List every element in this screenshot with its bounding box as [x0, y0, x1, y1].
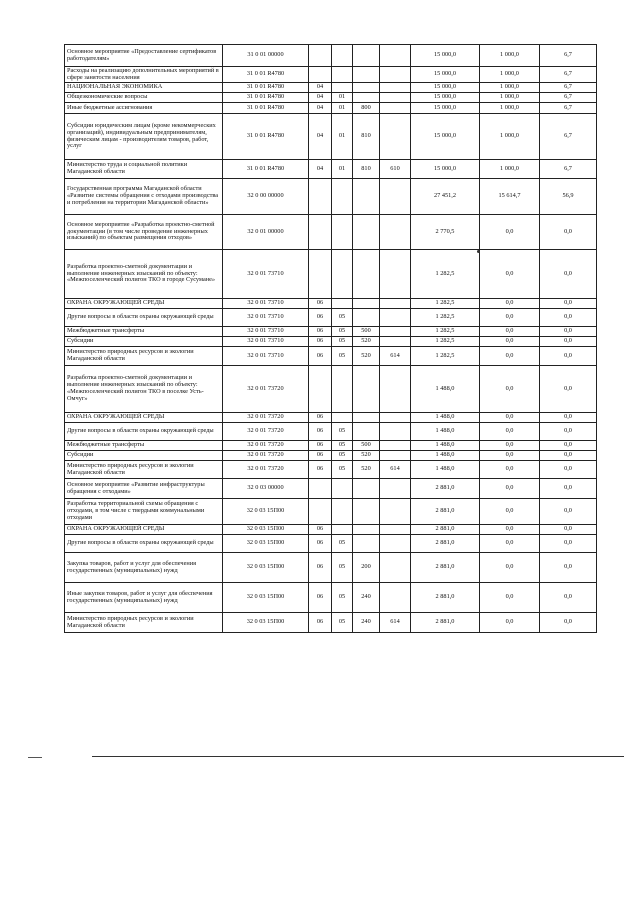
cell-target-article: 32 0 01 73720	[223, 441, 309, 451]
table-row	[65, 583, 597, 613]
cell-section: 04	[309, 93, 332, 103]
cell-executed-amount: 0,0	[480, 553, 540, 583]
cell-executed-amount: 0,0	[480, 423, 540, 441]
table-row	[65, 441, 597, 451]
cell-subsection	[332, 215, 353, 250]
cell-section	[309, 479, 332, 499]
cell-target-article: 32 0 01 73720	[223, 413, 309, 423]
cell-subsection: 01	[332, 114, 353, 160]
cell-expense-type: 200	[353, 553, 380, 583]
cell-administrator	[380, 179, 411, 215]
cell-subsection: 05	[332, 347, 353, 366]
cell-subsection	[332, 366, 353, 413]
cell-name: Основное мероприятие «Разработка проектно-сметной документации (в том числе проведение инженерных изысканий) по объектам размещения отходов»	[65, 215, 223, 250]
cell-expense-type: 240	[353, 583, 380, 613]
cell-planned-amount: 1 282,5	[411, 299, 480, 309]
cell-execution-percent: 56,9	[540, 179, 597, 215]
cell-target-article: 31 0 01 00000	[223, 45, 309, 67]
table-body	[65, 45, 597, 633]
table-row	[65, 93, 597, 103]
cell-execution-percent: 0,0	[540, 423, 597, 441]
cell-executed-amount: 0,0	[480, 451, 540, 461]
cell-subsection: 05	[332, 451, 353, 461]
cell-planned-amount: 15 000,0	[411, 103, 480, 114]
cell-execution-percent: 0,0	[540, 525, 597, 535]
table-row	[65, 114, 597, 160]
cell-planned-amount: 1 282,5	[411, 337, 480, 347]
cell-planned-amount: 1 488,0	[411, 461, 480, 479]
cell-expense-type	[353, 499, 380, 525]
cell-expense-type	[353, 299, 380, 309]
cell-executed-amount: 0,0	[480, 299, 540, 309]
cell-name: Разработка проектно-сметной документации и выполнение инженерных изысканий по объекту: «Межпоселенческий полигон ТКО в поселке Усть-Омчуг»	[65, 366, 223, 413]
cell-executed-amount: 0,0	[480, 413, 540, 423]
cell-name: Государственная программа Магаданской области «Развитие системы обращения с отходами производства и потребления на территории Магаданской области»	[65, 179, 223, 215]
cell-target-article: 32 0 03 15П00	[223, 535, 309, 553]
cell-executed-amount: 0,0	[480, 535, 540, 553]
cell-executed-amount: 1 000,0	[480, 93, 540, 103]
cell-planned-amount: 15 000,0	[411, 93, 480, 103]
cell-name: НАЦИОНАЛЬНАЯ ЭКОНОМИКА	[65, 83, 223, 93]
cell-name: Субсидии юридическим лицам (кроме некоммерческих организаций), индивидуальным предпринимателям, физическим лицам - производителям товаров, работ, услуг	[65, 114, 223, 160]
cell-expense-type: 520	[353, 337, 380, 347]
cell-target-article: 32 0 01 73710	[223, 327, 309, 337]
cell-subsection	[332, 413, 353, 423]
cell-name: Министерство природных ресурсов и экологии Магаданской области	[65, 347, 223, 366]
cell-name: Другие вопросы в области охраны окружающей среды	[65, 309, 223, 327]
cell-name: Общеэкономические вопросы	[65, 93, 223, 103]
table-row	[65, 215, 597, 250]
cell-executed-amount: 0,0	[480, 347, 540, 366]
cell-expense-type: 520	[353, 347, 380, 366]
cell-executed-amount: 0,0	[480, 337, 540, 347]
cell-administrator	[380, 215, 411, 250]
table-row	[65, 179, 597, 215]
cell-section	[309, 250, 332, 299]
cell-expense-type	[353, 525, 380, 535]
cell-target-article: 31 0 01 R4780	[223, 67, 309, 83]
cell-subsection: 01	[332, 93, 353, 103]
cell-execution-percent: 0,0	[540, 413, 597, 423]
table-row	[65, 553, 597, 583]
cell-target-article: 32 0 01 73720	[223, 423, 309, 441]
cell-expense-type	[353, 366, 380, 413]
cell-executed-amount: 0,0	[480, 613, 540, 633]
cell-administrator	[380, 67, 411, 83]
table-row	[65, 83, 597, 93]
cell-administrator	[380, 525, 411, 535]
cell-name: Разработка территориальной схемы обращения с отходами, в том числе с твердыми коммунальными отходами	[65, 499, 223, 525]
cell-name: ОХРАНА ОКРУЖАЮЩЕЙ СРЕДЫ	[65, 299, 223, 309]
table-row	[65, 337, 597, 347]
cell-planned-amount: 1 282,5	[411, 347, 480, 366]
cell-section: 06	[309, 441, 332, 451]
table-row	[65, 423, 597, 441]
cell-name: Основное мероприятие «Развитие инфраструктуры обращения с отходами»	[65, 479, 223, 499]
cell-planned-amount: 15 000,0	[411, 67, 480, 83]
cell-subsection	[332, 299, 353, 309]
cell-administrator	[380, 553, 411, 583]
cell-expense-type	[353, 179, 380, 215]
cell-execution-percent: 0,0	[540, 583, 597, 613]
cell-target-article: 32 0 01 73710	[223, 347, 309, 366]
cell-name: Иные закупки товаров, работ и услуг для обеспечения государственных (муниципальных) нужд	[65, 583, 223, 613]
cell-section	[309, 215, 332, 250]
cell-planned-amount: 2 881,0	[411, 535, 480, 553]
cell-subsection	[332, 45, 353, 67]
cell-target-article: 31 0 01 R4780	[223, 114, 309, 160]
cell-planned-amount: 1 488,0	[411, 423, 480, 441]
table-row	[65, 413, 597, 423]
cell-section: 06	[309, 337, 332, 347]
cell-planned-amount: 1 488,0	[411, 441, 480, 451]
cell-execution-percent: 0,0	[540, 366, 597, 413]
table-row	[65, 327, 597, 337]
cell-execution-percent: 0,0	[540, 299, 597, 309]
cell-administrator	[380, 45, 411, 67]
cell-execution-percent: 6,7	[540, 160, 597, 179]
budget-table	[64, 44, 597, 633]
cell-subsection: 05	[332, 423, 353, 441]
cell-executed-amount: 0,0	[480, 461, 540, 479]
cell-target-article: 32 0 01 73710	[223, 337, 309, 347]
cell-executed-amount: 1 000,0	[480, 114, 540, 160]
cell-target-article: 32 0 03 15П00	[223, 613, 309, 633]
cell-section: 06	[309, 309, 332, 327]
table-row	[65, 461, 597, 479]
cell-section	[309, 499, 332, 525]
cell-planned-amount: 27 451,2	[411, 179, 480, 215]
cell-name: Разработка проектно-сметной документации и выполнение инженерных изысканий по объекту: «Межпоселенческий полигон ТКО в городе Сусумане»	[65, 250, 223, 299]
cell-administrator	[380, 366, 411, 413]
cell-administrator	[380, 299, 411, 309]
cell-executed-amount: 15 614,7	[480, 179, 540, 215]
cell-section	[309, 67, 332, 83]
cell-expense-type: 810	[353, 160, 380, 179]
cell-target-article: 31 0 01 R4780	[223, 83, 309, 93]
cell-subsection	[332, 479, 353, 499]
cell-expense-type	[353, 45, 380, 67]
cell-section	[309, 366, 332, 413]
cell-section: 06	[309, 525, 332, 535]
cell-expense-type	[353, 309, 380, 327]
cell-execution-percent: 0,0	[540, 461, 597, 479]
cell-execution-percent: 0,0	[540, 535, 597, 553]
cell-section: 06	[309, 535, 332, 553]
cell-execution-percent: 0,0	[540, 327, 597, 337]
cell-section: 04	[309, 114, 332, 160]
cell-target-article: 32 0 01 73720	[223, 461, 309, 479]
table-row	[65, 535, 597, 553]
cell-name: Расходы на реализацию дополнительных мероприятий в сфере занятости населения	[65, 67, 223, 83]
cell-section: 06	[309, 413, 332, 423]
cell-subsection: 01	[332, 160, 353, 179]
cell-expense-type	[353, 423, 380, 441]
table-row	[65, 45, 597, 67]
cell-executed-amount: 0,0	[480, 327, 540, 337]
cell-subsection: 05	[332, 327, 353, 337]
cell-subsection: 05	[332, 583, 353, 613]
cell-administrator	[380, 423, 411, 441]
table-row	[65, 499, 597, 525]
cell-section	[309, 179, 332, 215]
cell-administrator	[380, 93, 411, 103]
cell-subsection: 05	[332, 461, 353, 479]
cell-planned-amount: 15 000,0	[411, 160, 480, 179]
table-row	[65, 366, 597, 413]
cell-executed-amount: 0,0	[480, 499, 540, 525]
table-row	[65, 309, 597, 327]
cell-planned-amount: 1 488,0	[411, 413, 480, 423]
cell-section: 06	[309, 347, 332, 366]
table-row	[65, 613, 597, 633]
cell-target-article: 32 0 03 00000	[223, 479, 309, 499]
cell-administrator	[380, 103, 411, 114]
cell-administrator: 614	[380, 613, 411, 633]
cell-section: 06	[309, 553, 332, 583]
cell-administrator	[380, 451, 411, 461]
cell-execution-percent: 0,0	[540, 613, 597, 633]
cell-planned-amount: 2 881,0	[411, 525, 480, 535]
cell-execution-percent: 0,0	[540, 553, 597, 583]
cell-execution-percent: 0,0	[540, 337, 597, 347]
cell-target-article: 32 0 01 73710	[223, 309, 309, 327]
table-row	[65, 160, 597, 179]
cell-administrator	[380, 583, 411, 613]
cell-administrator	[380, 499, 411, 525]
cell-administrator: 614	[380, 461, 411, 479]
cell-planned-amount: 2 881,0	[411, 613, 480, 633]
cell-expense-type	[353, 535, 380, 553]
cell-execution-percent: 0,0	[540, 451, 597, 461]
cell-subsection: 05	[332, 553, 353, 583]
cell-section: 04	[309, 83, 332, 93]
cell-planned-amount: 15 000,0	[411, 83, 480, 93]
cell-expense-type	[353, 67, 380, 83]
cell-subsection	[332, 83, 353, 93]
cell-administrator: 610	[380, 160, 411, 179]
cell-section: 06	[309, 423, 332, 441]
cell-name: Иные бюджетные ассигнования	[65, 103, 223, 114]
cell-executed-amount: 1 000,0	[480, 83, 540, 93]
cell-executed-amount: 1 000,0	[480, 103, 540, 114]
table-row	[65, 347, 597, 366]
cell-administrator	[380, 413, 411, 423]
cell-target-article: 32 0 01 00000	[223, 215, 309, 250]
cell-planned-amount: 1 488,0	[411, 451, 480, 461]
cell-administrator	[380, 479, 411, 499]
cell-executed-amount: 0,0	[480, 441, 540, 451]
cell-section: 04	[309, 103, 332, 114]
cell-name: Другие вопросы в области охраны окружающей среды	[65, 535, 223, 553]
footer-rule	[92, 756, 624, 757]
cell-name: Межбюджетные трансферты	[65, 327, 223, 337]
cell-planned-amount: 2 770,5	[411, 215, 480, 250]
cell-executed-amount: 0,0	[480, 525, 540, 535]
cell-name: Закупка товаров, работ и услуг для обеспечения государственных (муниципальных) нужд	[65, 553, 223, 583]
cell-subsection: 05	[332, 309, 353, 327]
cell-target-article: 32 0 03 15П00	[223, 583, 309, 613]
cell-name: Субсидии	[65, 451, 223, 461]
cell-expense-type: 520	[353, 461, 380, 479]
cell-planned-amount: 15 000,0	[411, 114, 480, 160]
cell-subsection	[332, 250, 353, 299]
cell-expense-type	[353, 250, 380, 299]
cell-planned-amount: 2 881,0	[411, 553, 480, 583]
cell-section: 06	[309, 613, 332, 633]
cell-planned-amount: 2 881,0	[411, 479, 480, 499]
cell-execution-percent: 6,7	[540, 114, 597, 160]
cell-executed-amount: 0,0	[480, 250, 540, 299]
cell-administrator	[380, 337, 411, 347]
table-row	[65, 250, 597, 299]
cell-name: Другие вопросы в области охраны окружающей среды	[65, 423, 223, 441]
cell-subsection	[332, 525, 353, 535]
cell-planned-amount: 2 881,0	[411, 499, 480, 525]
cell-execution-percent: 0,0	[540, 250, 597, 299]
cell-planned-amount: 1 282,5	[411, 327, 480, 337]
cell-target-article: 32 0 03 15П00	[223, 525, 309, 535]
cell-section: 06	[309, 461, 332, 479]
cell-name: ОХРАНА ОКРУЖАЮЩЕЙ СРЕДЫ	[65, 525, 223, 535]
cell-execution-percent: 6,7	[540, 45, 597, 67]
cell-expense-type	[353, 479, 380, 499]
cell-expense-type: 240	[353, 613, 380, 633]
table-row	[65, 299, 597, 309]
cell-target-article: 32 0 03 15П00	[223, 499, 309, 525]
cell-administrator	[380, 309, 411, 327]
cell-administrator	[380, 441, 411, 451]
cell-execution-percent: 0,0	[540, 347, 597, 366]
cell-section	[309, 45, 332, 67]
cell-planned-amount: 15 000,0	[411, 45, 480, 67]
cell-section: 06	[309, 583, 332, 613]
cell-subsection	[332, 67, 353, 83]
cell-target-article: 32 0 03 15П00	[223, 553, 309, 583]
cell-subsection: 05	[332, 441, 353, 451]
cell-executed-amount: 1 000,0	[480, 160, 540, 179]
cell-subsection: 05	[332, 613, 353, 633]
cell-administrator	[380, 83, 411, 93]
cell-target-article: 31 0 01 R4780	[223, 93, 309, 103]
cell-section: 06	[309, 451, 332, 461]
cell-executed-amount: 1 000,0	[480, 67, 540, 83]
table-row	[65, 479, 597, 499]
cell-expense-type: 810	[353, 114, 380, 160]
cell-administrator	[380, 250, 411, 299]
cell-section: 06	[309, 299, 332, 309]
table-row	[65, 67, 597, 83]
cell-execution-percent: 0,0	[540, 309, 597, 327]
cell-executed-amount: 0,0	[480, 309, 540, 327]
cell-expense-type	[353, 215, 380, 250]
cell-expense-type	[353, 83, 380, 93]
cell-administrator	[380, 535, 411, 553]
cell-name: Субсидии	[65, 337, 223, 347]
cell-section: 04	[309, 160, 332, 179]
cell-planned-amount: 1 282,5	[411, 309, 480, 327]
cell-name: Министерство природных ресурсов и экологии Магаданской области	[65, 613, 223, 633]
cell-execution-percent: 0,0	[540, 215, 597, 250]
cell-executed-amount: 1 000,0	[480, 45, 540, 67]
cell-execution-percent: 0,0	[540, 499, 597, 525]
cell-name: Министерство труда и социальной политики Магаданской области	[65, 160, 223, 179]
scan-speck	[477, 250, 480, 253]
cell-execution-percent: 6,7	[540, 83, 597, 93]
cell-execution-percent: 0,0	[540, 479, 597, 499]
cell-section: 06	[309, 327, 332, 337]
cell-target-article: 31 0 01 R4780	[223, 103, 309, 114]
cell-name: Межбюджетные трансферты	[65, 441, 223, 451]
cell-executed-amount: 0,0	[480, 583, 540, 613]
cell-expense-type	[353, 413, 380, 423]
cell-target-article: 31 0 01 R4780	[223, 160, 309, 179]
table-row	[65, 525, 597, 535]
cell-planned-amount: 1 282,5	[411, 250, 480, 299]
cell-execution-percent: 0,0	[540, 441, 597, 451]
cell-name: Министерство природных ресурсов и экологии Магаданской области	[65, 461, 223, 479]
cell-administrator	[380, 327, 411, 337]
cell-target-article: 32 0 01 73710	[223, 299, 309, 309]
cell-executed-amount: 0,0	[480, 215, 540, 250]
cell-execution-percent: 6,7	[540, 103, 597, 114]
table-row	[65, 103, 597, 114]
table-row	[65, 451, 597, 461]
cell-administrator: 614	[380, 347, 411, 366]
cell-executed-amount: 0,0	[480, 366, 540, 413]
cell-subsection: 01	[332, 103, 353, 114]
cell-execution-percent: 6,7	[540, 93, 597, 103]
cell-subsection: 05	[332, 535, 353, 553]
cell-target-article: 32 0 01 73720	[223, 366, 309, 413]
cell-target-article: 32 0 00 00000	[223, 179, 309, 215]
cell-expense-type: 500	[353, 327, 380, 337]
cell-target-article: 32 0 01 73710	[223, 250, 309, 299]
footer-dash	[28, 757, 42, 758]
cell-subsection: 05	[332, 337, 353, 347]
cell-planned-amount: 2 881,0	[411, 583, 480, 613]
cell-administrator	[380, 114, 411, 160]
cell-planned-amount: 1 488,0	[411, 366, 480, 413]
cell-name: Основное мероприятие «Предоставление сертификатов работодателям»	[65, 45, 223, 67]
cell-subsection	[332, 179, 353, 215]
cell-subsection	[332, 499, 353, 525]
cell-expense-type: 500	[353, 441, 380, 451]
cell-executed-amount: 0,0	[480, 479, 540, 499]
cell-expense-type: 800	[353, 103, 380, 114]
cell-execution-percent: 6,7	[540, 67, 597, 83]
cell-expense-type	[353, 93, 380, 103]
cell-target-article: 32 0 01 73720	[223, 451, 309, 461]
cell-name: ОХРАНА ОКРУЖАЮЩЕЙ СРЕДЫ	[65, 413, 223, 423]
cell-expense-type: 520	[353, 451, 380, 461]
